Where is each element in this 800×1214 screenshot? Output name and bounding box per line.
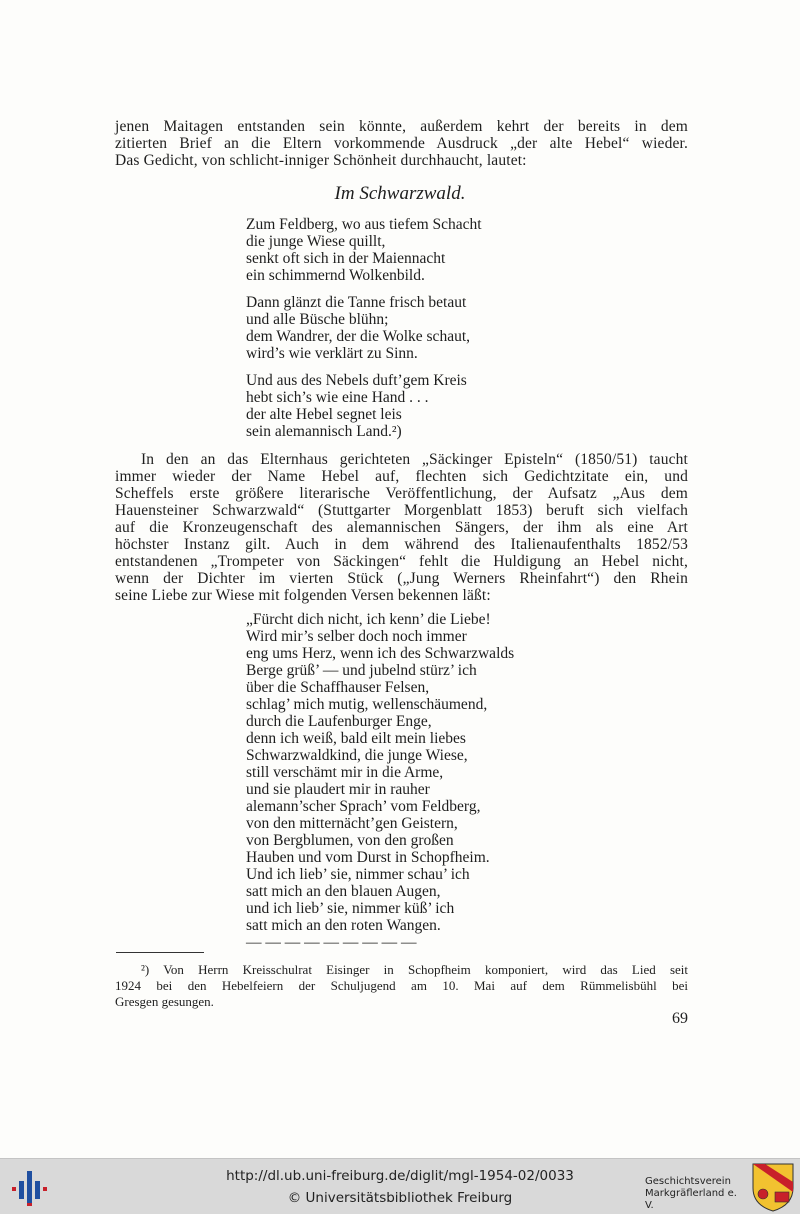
verse-line: über die Schaffhauser Felsen,: [246, 679, 430, 696]
verse-line: hebt sich’s wie eine Hand . . .: [246, 389, 429, 406]
text-line: zitierten Brief an die Eltern vorkommende Ausdruck „der alte Hebel“ wieder.: [115, 135, 688, 152]
footnote-line: ²) Von Herrn Kreisschulrat Eisinger in Schopfheim komponiert, wird das Lied seit: [141, 962, 688, 977]
text-line: immer wieder der Name Hebel auf, flechten sich Gedichtzitate ein, und: [115, 468, 688, 485]
page-number: 69: [672, 1010, 688, 1027]
verse-line: satt mich an den blauen Augen,: [246, 883, 441, 900]
verse-line: Hauben und vom Durst in Schopfheim.: [246, 849, 490, 866]
text-line: seine Liebe zur Wiese mit folgenden Versen bekennen läßt:: [115, 587, 491, 604]
verse-line: von den mitternächt’gen Geistern,: [246, 815, 458, 832]
verse-line: still verschämt mir in die Arme,: [246, 764, 444, 781]
text-line: auf die Kronzeugenschaft des alemannischen Sängers, der ihm als eine Art: [115, 519, 688, 536]
society-line: Markgräflerland e. V.: [645, 1188, 737, 1211]
verse-line: — — — — — — — — —: [246, 934, 417, 951]
verse-line: senkt oft sich in der Maiennacht: [246, 250, 446, 267]
verse-line: wird’s wie verklärt zu Sinn.: [246, 345, 418, 362]
footnote-divider: [116, 952, 204, 953]
verse-line: denn ich weiß, bald eilt mein liebes: [246, 730, 466, 747]
verse-line: Dann glänzt die Tanne frisch betaut: [246, 294, 467, 311]
text-line: wenn der Dichter im vierten Stück („Jung Werners Rheinfahrt“) den Rhein: [115, 570, 688, 587]
verse-line: Zum Feldberg, wo aus tiefem Schacht: [246, 216, 482, 233]
viewer-footer: [0, 1158, 800, 1214]
coat-of-arms-icon[interactable]: [751, 1162, 795, 1212]
text-line: höchster Instanz gilt. Auch in dem während des Italienaufenthalts 1852/53: [115, 536, 688, 553]
trompeter-verse: [246, 611, 514, 951]
verse-line: eng ums Herz, wenn ich des Schwarzwalds: [246, 645, 515, 662]
verse-line: Und aus des Nebels duft’gem Kreis: [246, 372, 467, 389]
verse-line: satt mich an den roten Wangen.: [246, 917, 441, 934]
poem-title: Im Schwarzwald.: [334, 183, 466, 204]
text-line: In den an das Elternhaus gerichteten „Säckinger Episteln“ (1850/51) taucht: [141, 451, 688, 468]
text-line: Das Gedicht, von schlicht-inniger Schönheit durchhaucht, lautet:: [115, 152, 527, 169]
verse-line: Wird mir’s selber doch noch immer: [246, 628, 467, 645]
body-paragraph: [115, 451, 688, 604]
poem-stanza-1: [246, 216, 482, 284]
verse-line: und sie plaudert mir in rauher: [246, 781, 430, 798]
verse-line: schlag’ mich mutig, wellenschäumend,: [246, 696, 488, 713]
footnote: [115, 962, 688, 1010]
text-line: Scheffels erste größere literarische Veröffentlichung, der Aufsatz „Aus dem: [115, 485, 688, 502]
verse-line: die junge Wiese quillt,: [246, 233, 386, 250]
verse-line: durch die Laufenburger Enge,: [246, 713, 432, 730]
verse-line: und ich lieb’ sie, nimmer küß’ ich: [246, 900, 455, 917]
text-line: jenen Maitagen entstanden sein könnte, außerdem kehrt der bereits in dem: [115, 118, 688, 135]
text-line: entstandenen „Trompeter von Säckingen“ fehlt die Huldigung an Hebel nicht,: [115, 553, 688, 570]
document-url-link[interactable]: http://dl.ub.uni-freiburg.de/diglit/mgl-1954-02/0033: [226, 1168, 574, 1184]
verse-line: von Bergblumen, von den großen: [246, 832, 454, 849]
verse-line: Schwarzwaldkind, die junge Wiese,: [246, 747, 468, 764]
copyright-notice: © Universitätsbibliothek Freiburg: [287, 1190, 513, 1206]
verse-line: Berge grüß’ — und jubelnd stürz’ ich: [246, 662, 477, 679]
footnote-line: Gresgen gesungen.: [115, 994, 214, 1009]
verse-line: „Fürcht dich nicht, ich kenn’ die Liebe!: [246, 611, 491, 628]
poem-stanza-2: [246, 294, 470, 362]
verse-line: Und ich lieb’ sie, nimmer schau’ ich: [246, 866, 470, 883]
verse-line: ein schimmernd Wolkenbild.: [246, 267, 425, 284]
text-line: Hauensteiner Schwarzwald“ (Stuttgarter Morgenblatt 1853) beruft sich vielfach: [115, 502, 688, 519]
verse-line: dem Wandrer, der die Wolke schaut,: [246, 328, 471, 345]
society-name: [645, 1176, 745, 1212]
poem-stanza-3: [246, 372, 467, 440]
verse-line: alemann’scher Sprach’ vom Feldberg,: [246, 798, 481, 815]
verse-line: und alle Büsche blühn;: [246, 311, 389, 328]
intro-paragraph: [115, 118, 688, 169]
verse-line: der alte Hebel segnet leis: [246, 406, 402, 423]
verse-line: sein alemannisch Land.²): [246, 423, 402, 440]
society-line: Geschichtsverein: [645, 1176, 731, 1187]
footnote-line: 1924 bei den Hebelfeiern der Schuljugend am 10. Mai auf dem Rümmelisbühl bei: [115, 978, 688, 993]
